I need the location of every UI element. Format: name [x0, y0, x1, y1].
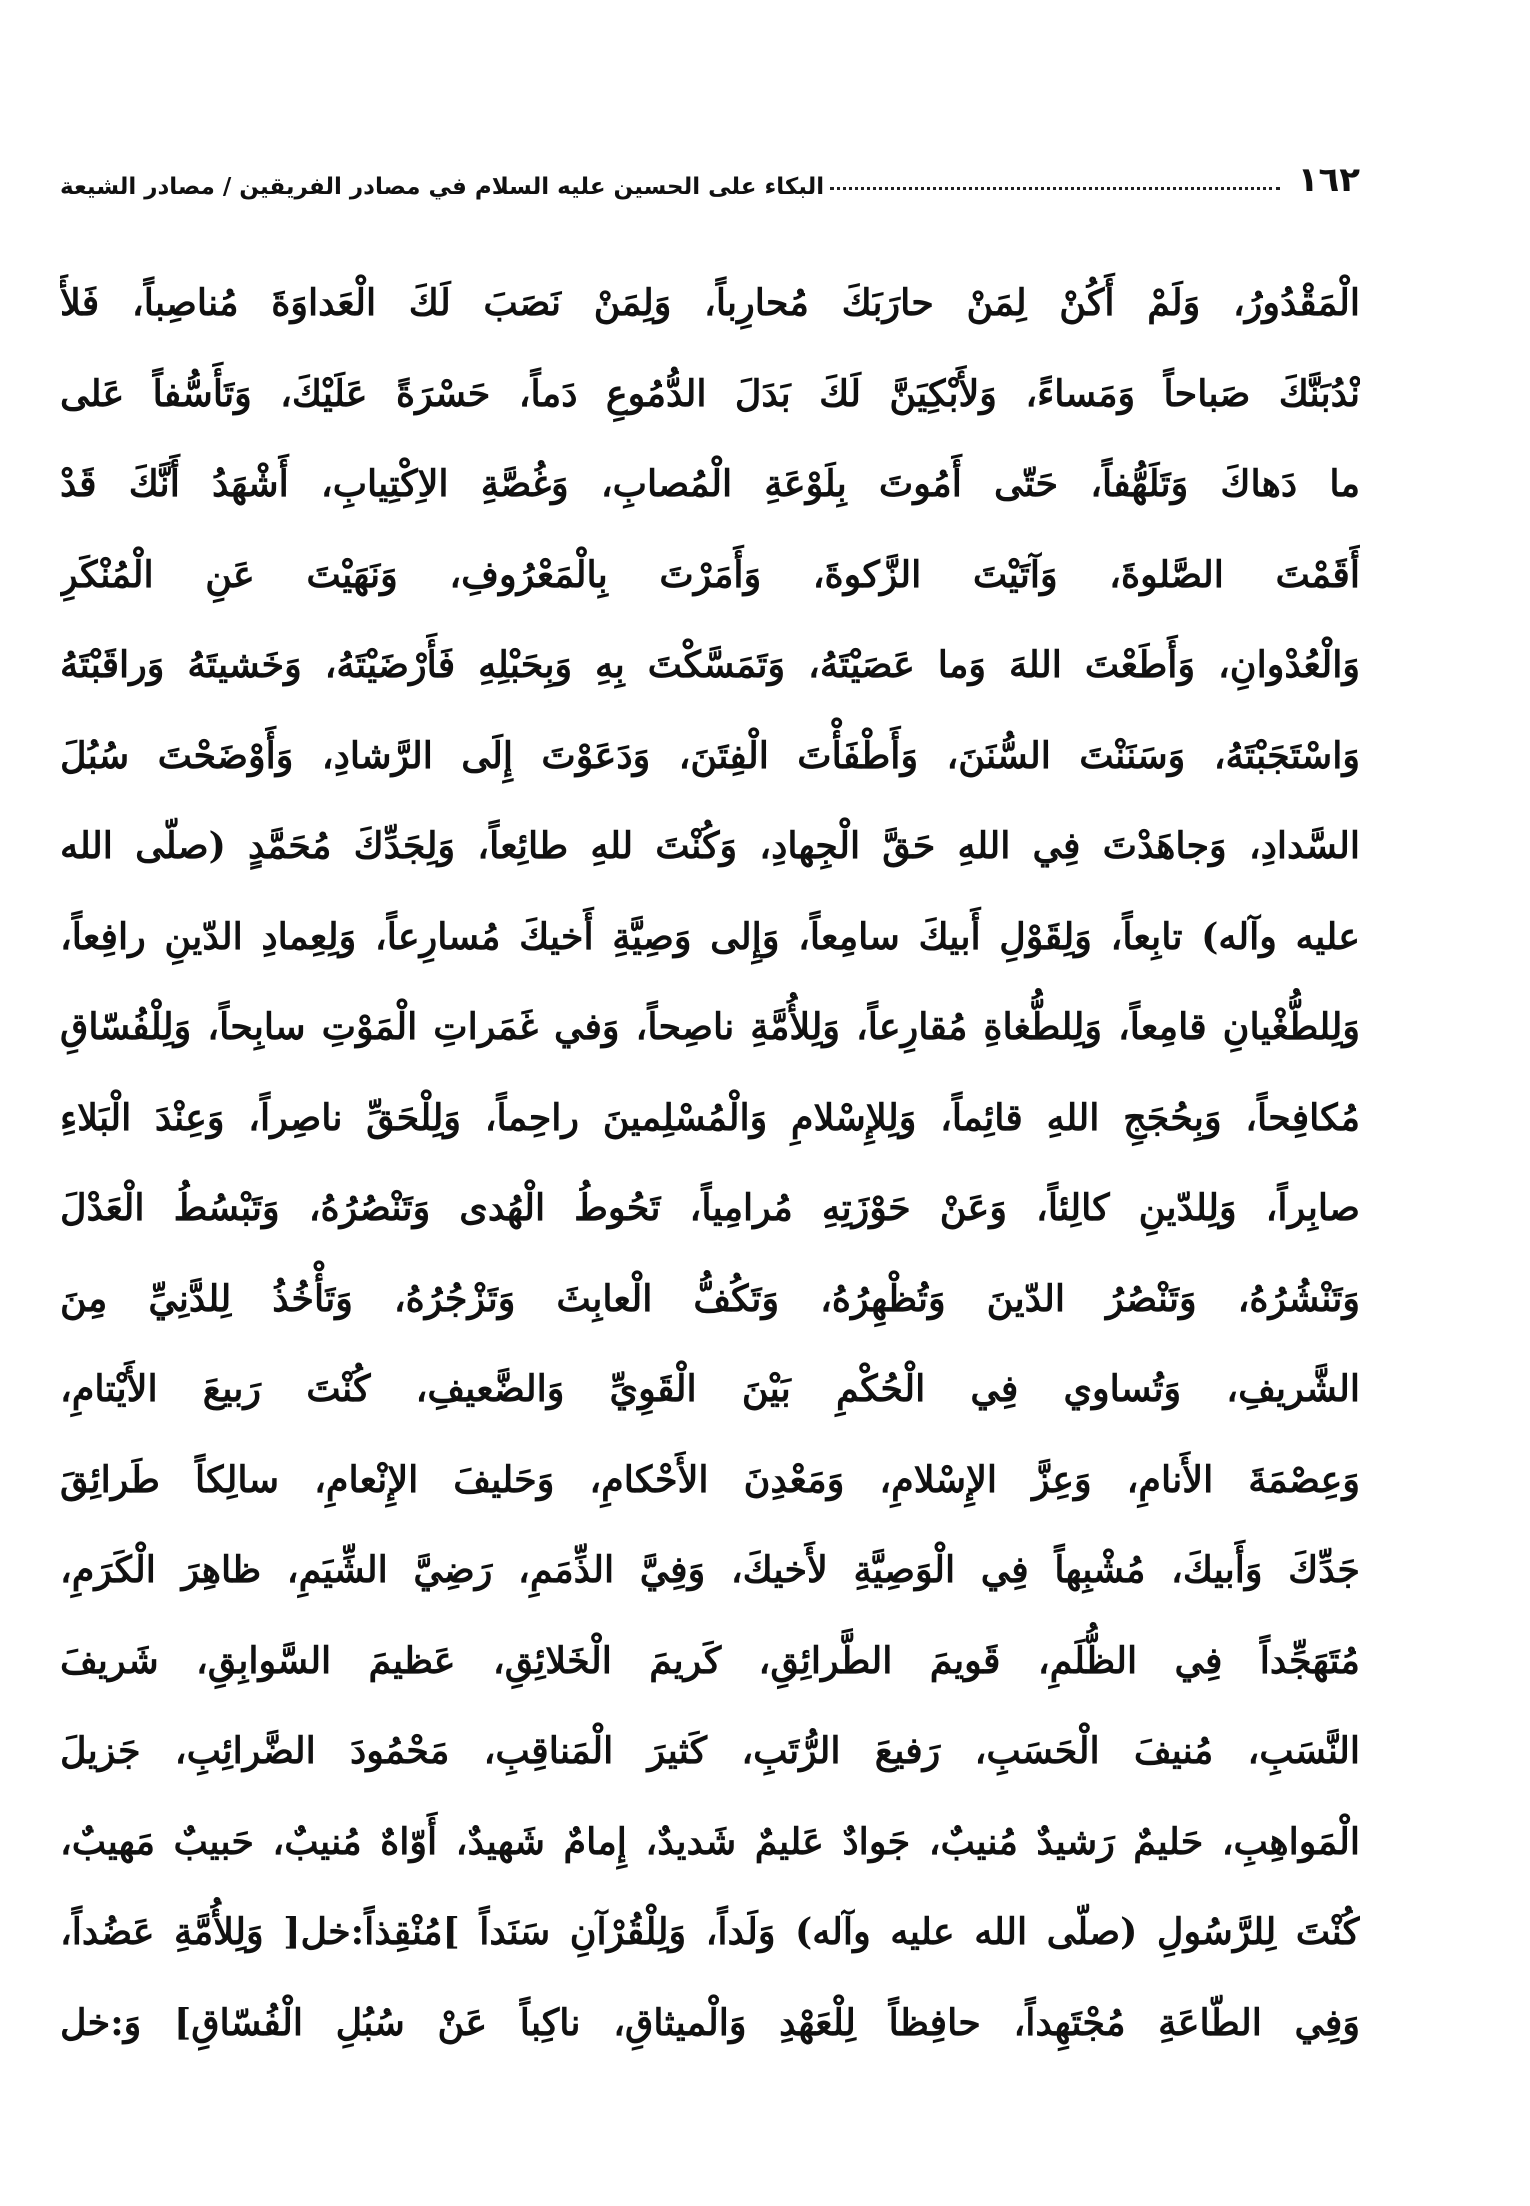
text-line: الشَّريفِ، وَتُساوي فِي الْحُكْمِ بَيْنَ الْقَوِيِّ وَالضَّعيفِ، كُنْتَ رَبيعَ الأَيْتامِ،	[60, 1367, 1360, 1410]
text-line: جَدِّكَ وَأَبيكَ، مُشْبِهاً فِي الْوَصِيَّةِ لأَخيكَ، وَفِيَّ الذِّمَمِ، رَضِيَّ الشِّيَمِ، ظاهِرَ الْكَرَمِ،	[60, 1548, 1360, 1591]
text-line: السَّدادِ، وَجاهَدْتَ فِي اللهِ حَقَّ الْجِهادِ، وَكُنْتَ للهِ طائِعاً، وَلِجَدِّكَ مُحَمَّدٍ (صلّى الله	[60, 824, 1360, 867]
text-line: مُكافِحاً، وَبِحُجَجِ اللهِ قائِماً، وَلِلإِسْلامِ وَالْمُسْلِمينَ راحِماً، وَلِلْحَقِّ ناصِراً، وَعِنْدَ الْبَلاءِ	[60, 1095, 1360, 1139]
text-line: الْمَواهِبِ، حَليمٌ رَشيدٌ مُنيبٌ، جَوادٌ عَليمٌ شَديدٌ، إِمامٌ شَهيدٌ، أَوّاهٌ مُنيبٌ، حَبيبٌ مَهيبٌ،	[60, 1819, 1360, 1863]
text-line: النَّسَبِ، مُنيفَ الْحَسَبِ، رَفيعَ الرُّتَبِ، كَثيرَ الْمَناقِبِ، مَحْمُودَ الضَّرائِبِ، جَزيلَ	[60, 1729, 1360, 1772]
text-line: كُنْتَ لِلرَّسُولِ (صلّى الله عليه وآله) وَلَداً، وَلِلْقُرْآنِ سَنَداً ]مُنْقِذاً:خل[ وَلِلأُمَّةِ عَضُداً،	[60, 1910, 1360, 1953]
running-header	[60, 150, 1360, 200]
text-line: أَقَمْتَ الصَّلوةَ، وَآتَيْتَ الزَّكوةَ، وَأَمَرْتَ بِالْمَعْرُوفِ، وَنَهَيْتَ عَنِ الْمُنْكَرِ	[60, 552, 1360, 596]
header-dotted-leader	[830, 186, 1280, 190]
text-line: ما دَهاكَ وَتَلَهُّفاً، حَتّى أَمُوتَ بِلَوْعَةِ الْمُصابِ، وَغُصَّةِ الاِكْتِيابِ، أَشْهَدُ أَنَّكَ قَدْ	[60, 462, 1360, 505]
text-line: عليه وآله) تابِعاً، وَلِقَوْلِ أَبيكَ سامِعاً، وَإِلى وَصِيَّةِ أَخيكَ مُسارِعاً، وَلِعِمادِ الدّينِ رافِعاً،	[60, 914, 1360, 958]
page-number: ١٦٢	[1297, 160, 1360, 200]
text-line: وَاسْتَجَبْتَهُ، وَسَنَنْتَ السُّنَنَ، وَأَطْفَأْتَ الْفِتَنَ، وَدَعَوْتَ إِلَى الرَّشادِ، وَأَوْضَحْتَ سُبُلَ	[60, 733, 1360, 777]
text-line: مُتَهَجِّداً فِي الظُّلَمِ، قَويمَ الطَّرائِقِ، كَريمَ الْخَلائِقِ، عَظيمَ السَّوابِقِ، شَريفَ	[60, 1638, 1360, 1682]
text-line: صابِراً، وَلِلدّينِ كالِئاً، وَعَنْ حَوْزَتِهِ مُرامِياً، تَحُوطُ الْهُدى وَتَنْصُرُهُ، وَتَبْسُطُ الْعَدْلَ	[60, 1186, 1360, 1229]
text-line: وَالْعُدْوانِ، وَأَطَعْتَ اللهَ وَما عَصَيْتَهُ، وَتَمَسَّكْتَ بِهِ وَبِحَبْلِهِ فَأَرْضَيْتَهُ، وَخَشيتَهُ وَراقَبْتَهُ	[60, 643, 1360, 686]
running-header-title: البكاء على الحسين عليه السلام في مصادر الفريقين / مصادر الشيعة	[60, 174, 825, 200]
text-line: نْدُبَنَّكَ صَباحاً وَمَساءً، وَلأَبْكِيَنَّ لَكَ بَدَلَ الدُّمُوعِ دَماً، حَسْرَةً عَلَيْكَ، وَتَأَسُّفاً عَلى	[60, 371, 1360, 415]
body-text	[60, 258, 1360, 2068]
text-line: وَتَنْشُرُهُ، وَتَنْصُرُ الدّينَ وَتُظْهِرُهُ، وَتَكُفُّ الْعابِثَ وَتَزْجُرُهُ، وَتَأْخُذُ لِلدَّنِيِّ مِنَ	[60, 1276, 1360, 1320]
text-line: وَلِلطُّغْيانِ قامِعاً، وَلِلطُّغاةِ مُقارِعاً، وَلِلأُمَّةِ ناصِحاً، وَفي غَمَراتِ الْمَوْتِ سابِحاً، وَلِلْفُسّاقِ	[60, 1005, 1360, 1048]
text-line: وَفِي الطّاعَةِ مُجْتَهِداً، حافِظاً لِلْعَهْدِ وَالْميثاقِ، ناكِباً عَنْ سُبُلِ الْفُسّاقِ] وَ:خل	[60, 2000, 1360, 2044]
text-line: الْمَقْدُورُ، وَلَمْ أَكُنْ لِمَنْ حارَبَكَ مُحارِباً، وَلِمَنْ نَصَبَ لَكَ الْعَداوَةَ مُناصِباً، فَلأَ	[60, 281, 1360, 324]
text-line: وَعِصْمَةَ الأَنامِ، وَعِزَّ الإِسْلامِ، وَمَعْدِنَ الأَحْكامِ، وَحَليفَ الإِنْعامِ، سالِكاً طَرائِقَ	[60, 1457, 1360, 1501]
